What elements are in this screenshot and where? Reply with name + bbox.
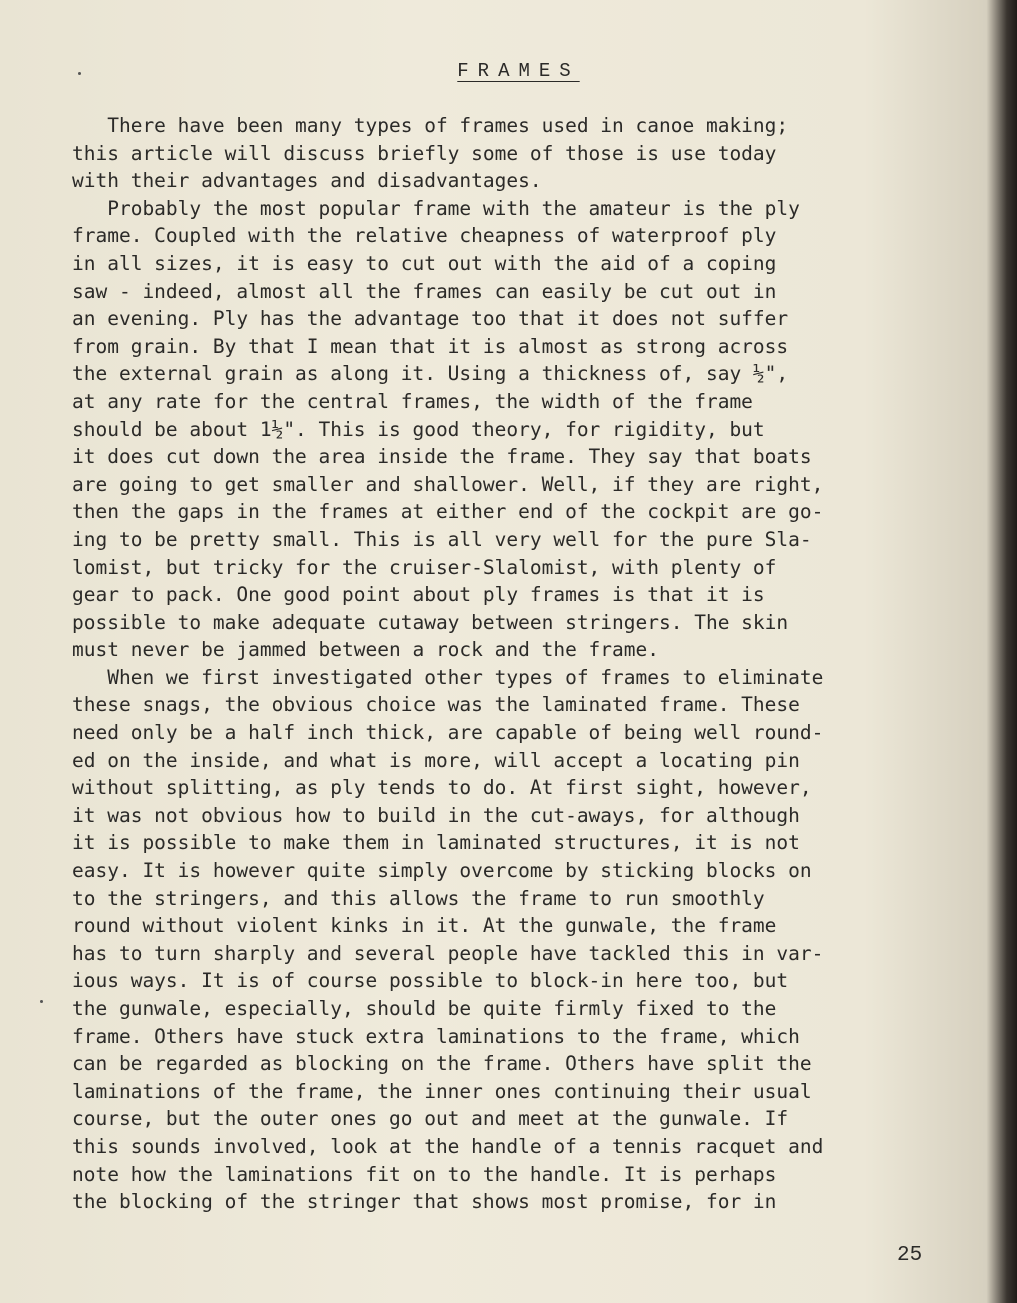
text-line: ing to be pretty small. This is all very well for the pure Sla- [72, 527, 812, 551]
text-line: laminations of the frame, the inner ones continuing their usual [72, 1079, 812, 1103]
text-line: it does cut down the area inside the frame. They say that boats [72, 445, 812, 469]
text-line: the external grain as along it. Using a thickness of, say ½", [72, 362, 789, 386]
text-line: it was not obvious how to build in the cut-aways, for although [72, 803, 800, 827]
text-line: ed on the inside, and what is more, will accept a locating pin [72, 748, 800, 772]
text-line: There have been many types of frames used in canoe making; [72, 114, 789, 137]
text-line: When we first investigated other types of frames to eliminate [72, 665, 824, 689]
text-line: round without violent kinks in it. At the gunwale, the frame [72, 914, 777, 938]
text-line: has to turn sharply and several people have tackled this in var- [72, 941, 824, 965]
text-line: course, but the outer ones go out and meet at the gunwale. If [72, 1107, 789, 1131]
page-number: 25 [897, 1244, 923, 1267]
text-line: from grain. By that I mean that it is almost as strong across [72, 334, 789, 358]
text-line: need only be a half inch thick, are capable of being well round- [72, 721, 824, 745]
text-line: the blocking of the stringer that shows most promise, for in [72, 1190, 777, 1214]
text-line: then the gaps in the frames at either end of the cockpit are go- [72, 500, 824, 524]
text-line: ious ways. It is of course possible to block-in here too, but [72, 969, 789, 993]
page-title: FRAMES [457, 60, 580, 82]
scan-speck [78, 72, 81, 75]
text-line: can be regarded as blocking on the frame. Others have split the [72, 1052, 812, 1076]
text-line: the gunwale, especially, should be quite firmly fixed to the [72, 997, 777, 1020]
text-line: lomist, but tricky for the cruiser-Slalomist, with plenty of [72, 555, 777, 579]
text-line: without splitting, as ply tends to do. At first sight, however, [72, 776, 812, 800]
text-line: it is possible to make them in laminated structures, it is not [72, 831, 800, 855]
text-line: easy. It is however quite simply overcome by sticking blocks on [72, 859, 812, 883]
text-line: an evening. Ply has the advantage too that it does not suffer [72, 307, 789, 331]
scan-speck [40, 1000, 43, 1003]
text-line: note how the laminations fit on to the handle. It is perhaps [72, 1162, 777, 1186]
text-line: gear to pack. One good point about ply frames is that it is [72, 583, 765, 607]
text-line: possible to make adequate cutaway between stringers. The skin [72, 610, 789, 634]
text-line: Probably the most popular frame with the amateur is the ply [72, 196, 800, 220]
text-line: saw - indeed, almost all the frames can easily be cut out in [72, 279, 777, 303]
text-line: with their advantages and disadvantages. [72, 169, 542, 193]
text-line: these snags, the obvious choice was the laminated frame. These [72, 693, 800, 717]
text-line: frame. Others have stuck extra laminations to the frame, which [72, 1024, 800, 1048]
text-line: to the stringers, and this allows the frame to run smoothly [72, 886, 765, 910]
text-line: are going to get smaller and shallower. Well, if they are right, [72, 472, 824, 496]
text-line: frame. Coupled with the relative cheapness of waterproof ply [72, 224, 777, 248]
text-line: in all sizes, it is easy to cut out with the aid of a coping [72, 251, 777, 275]
text-line: at any rate for the central frames, the width of the frame [72, 389, 753, 413]
text-line: this article will discuss briefly some of those is use today [72, 141, 777, 165]
body-text [72, 112, 952, 1216]
text-line: should be about 1½". This is good theory, for rigidity, but [72, 417, 765, 441]
text-line: must never be jammed between a rock and the frame. [72, 638, 659, 662]
text-line: this sounds involved, look at the handle of a tennis racquet and [72, 1134, 824, 1158]
